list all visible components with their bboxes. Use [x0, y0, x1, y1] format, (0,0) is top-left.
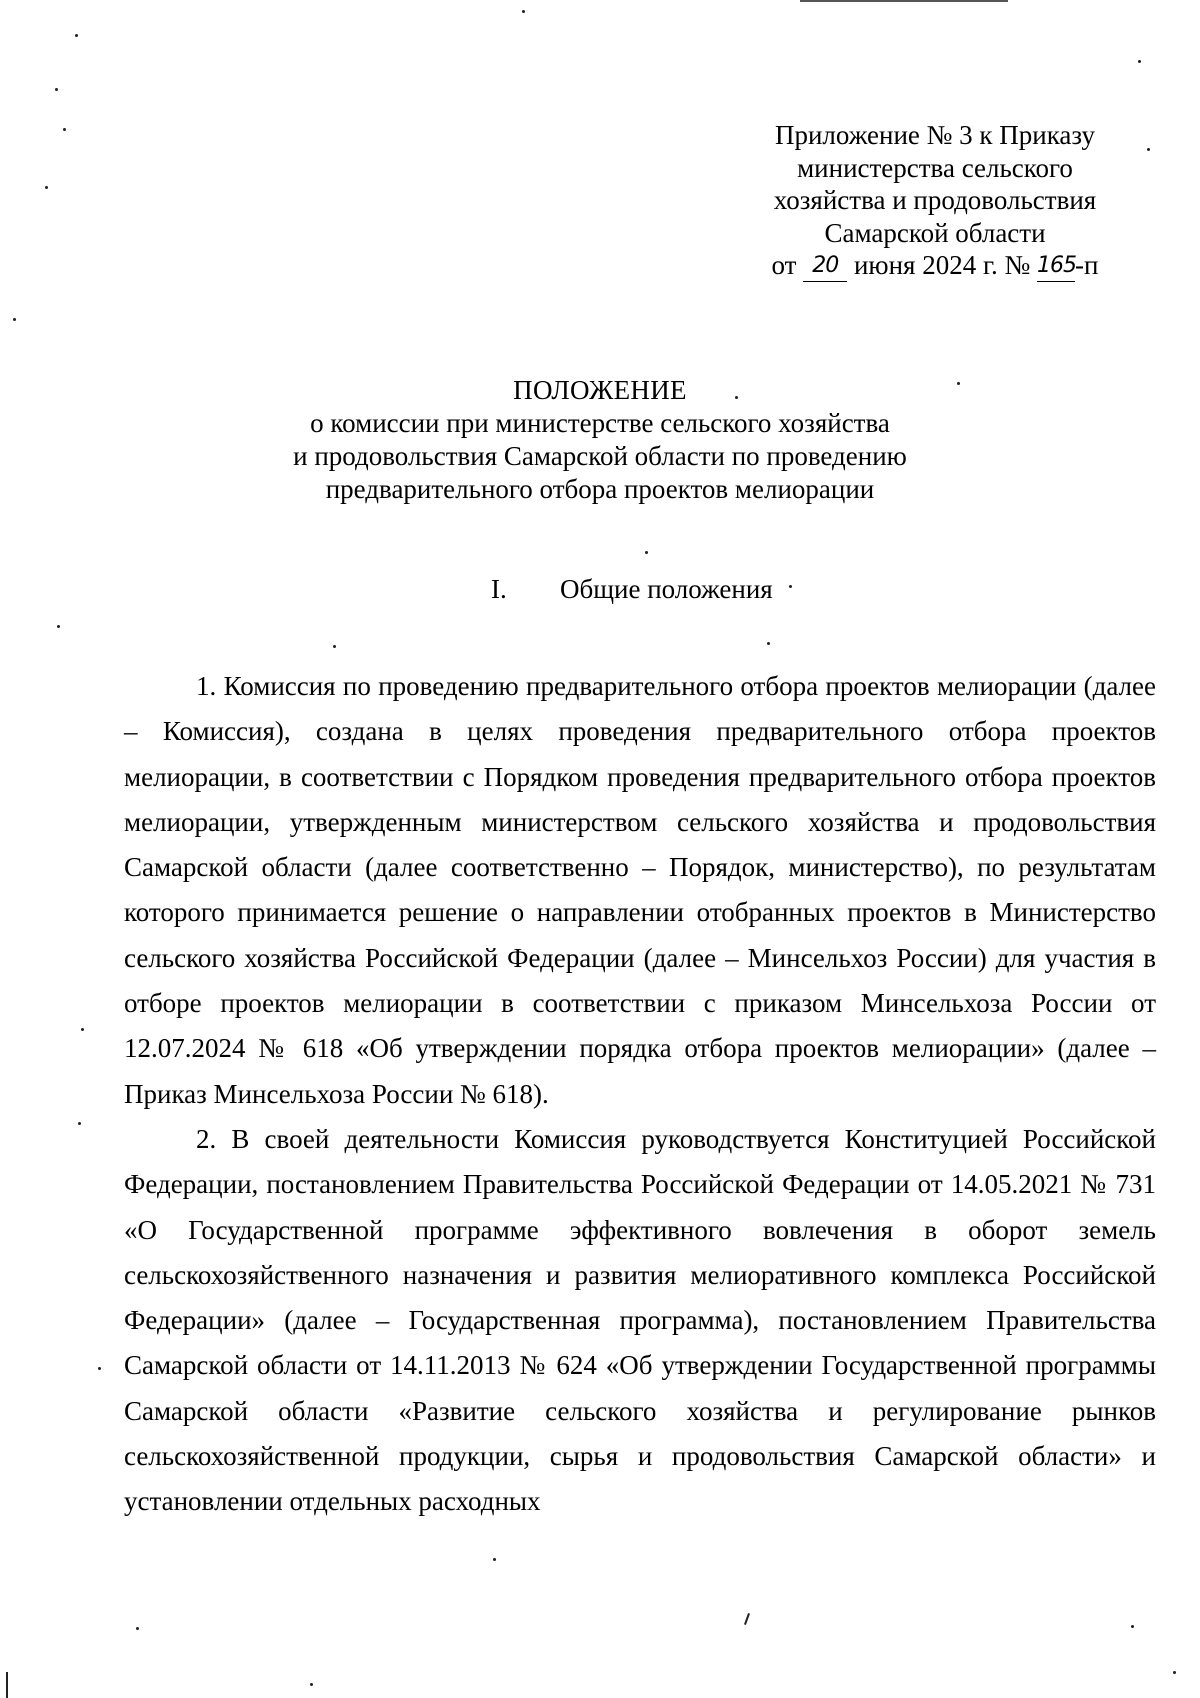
scan-speck [333, 645, 336, 648]
handwritten-order-number: 165 [1037, 253, 1077, 278]
date-prefix: от [771, 250, 797, 280]
order-suffix: -п [1075, 250, 1099, 280]
scan-speck [98, 1367, 101, 1370]
scan-speck [81, 1028, 84, 1031]
section-number: I. [491, 574, 507, 604]
scan-edge-line [800, 0, 1008, 2]
scan-speck [45, 186, 48, 189]
appendix-reference-block [735, 119, 1135, 285]
scan-speck [789, 585, 792, 588]
document-title-block [0, 374, 1200, 506]
scan-speck [1131, 1625, 1134, 1628]
scan-speck [310, 1683, 313, 1686]
appendix-date-line [735, 249, 1135, 285]
scan-speck [57, 625, 60, 628]
scan-speck [522, 10, 525, 13]
appendix-line-3: хозяйства и продовольствия [773, 185, 1097, 215]
appendix-line-4: Самарской области [824, 217, 1046, 248]
handwritten-day-field [803, 249, 847, 285]
scan-speck [63, 128, 66, 131]
title-line-3: предварительного отбора проектов мелиорации [325, 474, 875, 504]
date-middle: июня 2024 г. № [853, 250, 1031, 280]
scan-speck [645, 551, 648, 554]
handwritten-day: 20 [812, 253, 839, 278]
paragraph-2: 2. В своей деятельности Комиссия руководствуется Конституцией Российской Федерации, постановлением Правительства Российской Федерации от 14.05.2021 № 731 «О Государственной программе эффективного вовлечения в оборот земель сельскохозяйственного назначения и развития мелиоративного комплекса Российской Федерации» (далее – Государственная программа), постановлением Правительства Самарской области от 14.11.2013 № 624 «Об утверждении Государственной программы Самарской области «Развитие сельского хозяйства и регулирование рынков сельскохозяйственной продукции, сырья и продовольствия Самарской области» и установлении отдельных расходных [124, 1123, 1156, 1517]
scan-speck [735, 396, 738, 399]
scan-mark [6, 1672, 8, 1698]
scan-speck [1173, 1671, 1176, 1674]
scan-speck [75, 34, 78, 37]
document-heading: ПОЛОЖЕНИЕ [513, 375, 687, 405]
paragraph-1: 1. Комиссия по проведению предварительного отбора проектов мелиорации (далее – Комиссия), создана в целях проведения предварительного отбора проектов мелиорации, в соответствии с Порядком проведения предварительного отбора проектов мелиорации, утвержденным министерством сельского хозяйства и продовольствия Самарской области (далее соответственно – Порядок, министерство), по результатам которого принимается решение о направлении отобранных проектов в Министерство сельского хозяйства Российской Федерации (далее – Минсельхоз России) для участия в отборе проектов мелиорации в соответствии с приказом Минсельхоза России от 12.07.2024 № 618 «Об утверждении порядка отбора проектов мелиорации» (далее – Приказ Минсельхоза России № 618). [124, 671, 1156, 1109]
scan-speck [957, 382, 960, 385]
appendix-line-1: Приложение № 3 к Приказу [774, 120, 1096, 150]
scan-speck [1138, 60, 1141, 63]
scan-speck [767, 642, 770, 645]
scan-speck [13, 318, 16, 321]
title-line-1: о комиссии при министерстве сельского хозяйства [310, 408, 890, 438]
scan-speck [78, 1122, 81, 1125]
title-line-2: и продовольствия Самарской области по проведению [293, 441, 907, 471]
appendix-line-2: министерства сельского [797, 152, 1073, 183]
handwritten-number-field [1037, 249, 1075, 285]
scan-mark [744, 1613, 750, 1625]
scan-speck [493, 1558, 496, 1561]
scan-speck [1147, 148, 1150, 151]
document-body [124, 664, 1156, 1525]
scan-speck [136, 1627, 139, 1630]
scan-speck [55, 88, 58, 91]
section-title: Общие положения [560, 574, 773, 604]
